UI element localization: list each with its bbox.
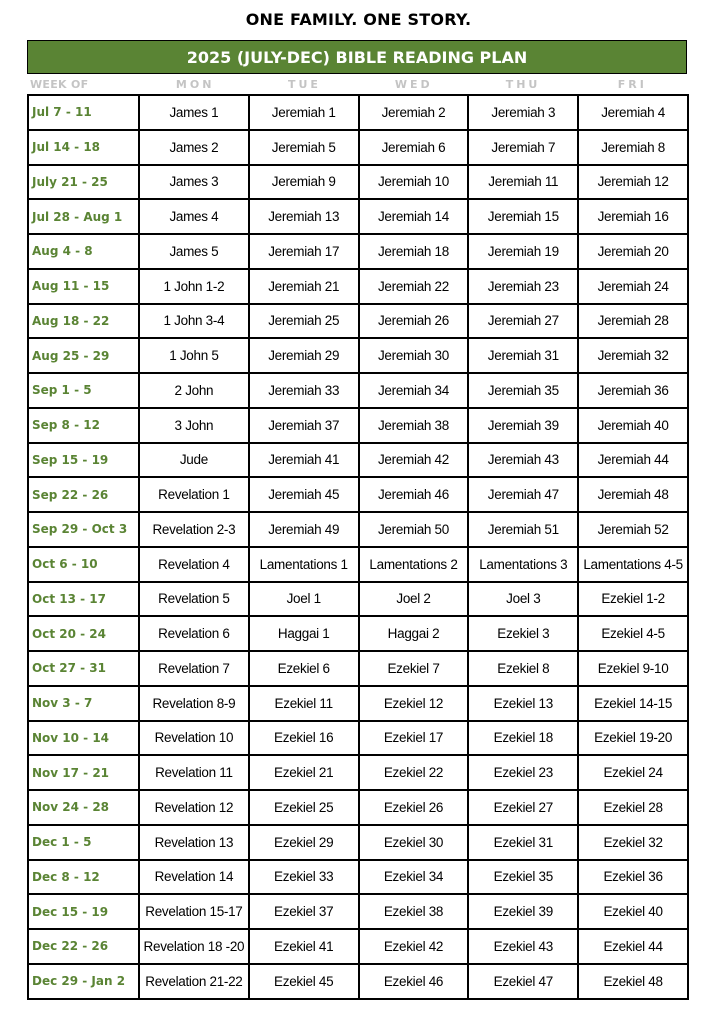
reading-cell-mon: 2 John — [139, 373, 249, 408]
reading-cell-wed: Ezekiel 17 — [359, 721, 469, 756]
reading-cell-tue: Jeremiah 17 — [249, 234, 359, 269]
week-cell: Oct 13 - 17 — [28, 582, 139, 617]
week-cell: Dec 15 - 19 — [28, 894, 139, 929]
reading-cell-mon: James 1 — [139, 95, 249, 130]
reading-cell-thu: Ezekiel 18 — [468, 721, 578, 756]
reading-cell-thu: Jeremiah 19 — [468, 234, 578, 269]
reading-cell-mon: Revelation 11 — [139, 755, 249, 790]
reading-cell-mon: Revelation 1 — [139, 477, 249, 512]
table-row — [28, 373, 688, 408]
table-row — [28, 582, 688, 617]
reading-cell-tue: Jeremiah 13 — [249, 199, 359, 234]
reading-cell-mon: Revelation 7 — [139, 651, 249, 686]
week-cell: Aug 11 - 15 — [28, 269, 139, 304]
reading-cell-wed: Ezekiel 34 — [359, 860, 469, 895]
column-header-wed: WED — [394, 77, 433, 91]
reading-cell-mon: Revelation 12 — [139, 790, 249, 825]
reading-cell-fri: Ezekiel 44 — [578, 929, 688, 964]
week-cell: Sep 8 - 12 — [28, 408, 139, 443]
reading-cell-fri: Jeremiah 32 — [578, 338, 688, 373]
reading-cell-fri: Ezekiel 4-5 — [578, 616, 688, 651]
reading-cell-wed: Jeremiah 6 — [359, 130, 469, 165]
column-header-mon: MON — [175, 77, 215, 91]
reading-cell-fri: Lamentations 4-5 — [578, 547, 688, 582]
table-row — [28, 790, 688, 825]
reading-cell-thu: Ezekiel 31 — [468, 825, 578, 860]
reading-cell-tue: Lamentations 1 — [249, 547, 359, 582]
reading-cell-thu: Ezekiel 43 — [468, 929, 578, 964]
reading-cell-wed: Jeremiah 14 — [359, 199, 469, 234]
week-cell: Dec 1 - 5 — [28, 825, 139, 860]
reading-cell-mon: Revelation 14 — [139, 860, 249, 895]
reading-cell-wed: Ezekiel 26 — [359, 790, 469, 825]
reading-cell-wed: Jeremiah 42 — [359, 443, 469, 478]
reading-cell-thu: Ezekiel 39 — [468, 894, 578, 929]
page-title: ONE FAMILY. ONE STORY. — [245, 10, 472, 29]
reading-cell-tue: Jeremiah 37 — [249, 408, 359, 443]
week-cell: Sep 1 - 5 — [28, 373, 139, 408]
table-row — [28, 616, 688, 651]
reading-cell-tue: Ezekiel 21 — [249, 755, 359, 790]
week-cell: Dec 22 - 26 — [28, 929, 139, 964]
reading-cell-tue: Ezekiel 33 — [249, 860, 359, 895]
reading-cell-fri: Jeremiah 48 — [578, 477, 688, 512]
plan-title-banner: 2025 (JULY-DEC) BIBLE READING PLAN — [27, 40, 687, 74]
reading-cell-fri: Jeremiah 4 — [578, 95, 688, 130]
reading-cell-tue: Ezekiel 25 — [249, 790, 359, 825]
reading-cell-tue: Jeremiah 1 — [249, 95, 359, 130]
reading-cell-wed: Jeremiah 38 — [359, 408, 469, 443]
table-row — [28, 929, 688, 964]
reading-cell-fri: Jeremiah 28 — [578, 304, 688, 339]
reading-cell-thu: Ezekiel 23 — [468, 755, 578, 790]
week-cell: Nov 17 - 21 — [28, 755, 139, 790]
reading-cell-tue: Ezekiel 11 — [249, 686, 359, 721]
table-row — [28, 512, 688, 547]
reading-cell-mon: Jude — [139, 443, 249, 478]
table-row — [28, 269, 688, 304]
reading-cell-tue: Jeremiah 29 — [249, 338, 359, 373]
reading-cell-mon: Revelation 5 — [139, 582, 249, 617]
reading-cell-mon: Revelation 8-9 — [139, 686, 249, 721]
table-row — [28, 95, 688, 130]
reading-plan-table — [27, 94, 689, 1000]
reading-cell-fri: Ezekiel 1-2 — [578, 582, 688, 617]
reading-cell-wed: Jeremiah 10 — [359, 165, 469, 200]
table-row — [28, 860, 688, 895]
table-row — [28, 755, 688, 790]
column-header-thu: THU — [505, 77, 541, 91]
reading-cell-thu: Jeremiah 27 — [468, 304, 578, 339]
reading-cell-tue: Jeremiah 5 — [249, 130, 359, 165]
table-row — [28, 547, 688, 582]
reading-cell-mon: Revelation 2-3 — [139, 512, 249, 547]
table-row — [28, 165, 688, 200]
reading-cell-thu: Jeremiah 7 — [468, 130, 578, 165]
reading-cell-tue: Jeremiah 25 — [249, 304, 359, 339]
week-cell: Dec 29 - Jan 2 — [28, 964, 139, 999]
reading-cell-fri: Ezekiel 28 — [578, 790, 688, 825]
reading-cell-wed: Lamentations 2 — [359, 547, 469, 582]
reading-cell-wed: Jeremiah 46 — [359, 477, 469, 512]
table-row — [28, 651, 688, 686]
table-row — [28, 477, 688, 512]
reading-cell-tue: Ezekiel 29 — [249, 825, 359, 860]
reading-cell-wed: Jeremiah 18 — [359, 234, 469, 269]
reading-cell-thu: Jeremiah 31 — [468, 338, 578, 373]
reading-cell-mon: James 4 — [139, 199, 249, 234]
reading-cell-mon: Revelation 10 — [139, 721, 249, 756]
column-header-row — [27, 74, 687, 94]
reading-cell-wed: Jeremiah 26 — [359, 304, 469, 339]
reading-cell-fri: Ezekiel 32 — [578, 825, 688, 860]
reading-cell-mon: 1 John 3-4 — [139, 304, 249, 339]
week-cell: Oct 20 - 24 — [28, 616, 139, 651]
week-cell: Sep 29 - Oct 3 — [28, 512, 139, 547]
reading-cell-thu: Jeremiah 39 — [468, 408, 578, 443]
reading-cell-mon: 1 John 1-2 — [139, 269, 249, 304]
reading-cell-tue: Jeremiah 33 — [249, 373, 359, 408]
week-cell: Jul 28 - Aug 1 — [28, 199, 139, 234]
reading-cell-thu: Jeremiah 3 — [468, 95, 578, 130]
week-cell: Nov 10 - 14 — [28, 721, 139, 756]
reading-cell-wed: Jeremiah 50 — [359, 512, 469, 547]
reading-cell-thu: Ezekiel 35 — [468, 860, 578, 895]
table-row — [28, 721, 688, 756]
column-header-week: WEEK OF — [30, 77, 89, 91]
reading-cell-wed: Ezekiel 46 — [359, 964, 469, 999]
week-cell: Aug 25 - 29 — [28, 338, 139, 373]
reading-cell-fri: Ezekiel 48 — [578, 964, 688, 999]
reading-cell-fri: Jeremiah 12 — [578, 165, 688, 200]
reading-cell-thu: Ezekiel 3 — [468, 616, 578, 651]
reading-cell-thu: Jeremiah 11 — [468, 165, 578, 200]
reading-cell-fri: Jeremiah 8 — [578, 130, 688, 165]
reading-cell-mon: 3 John — [139, 408, 249, 443]
reading-cell-fri: Ezekiel 9-10 — [578, 651, 688, 686]
reading-cell-tue: Ezekiel 6 — [249, 651, 359, 686]
week-cell: Nov 3 - 7 — [28, 686, 139, 721]
reading-cell-wed: Ezekiel 30 — [359, 825, 469, 860]
reading-cell-wed: Ezekiel 22 — [359, 755, 469, 790]
reading-cell-wed: Jeremiah 2 — [359, 95, 469, 130]
column-header-tue: TUE — [287, 77, 321, 91]
reading-cell-thu: Joel 3 — [468, 582, 578, 617]
reading-cell-tue: Jeremiah 41 — [249, 443, 359, 478]
column-header-fri: FRI — [617, 77, 647, 91]
table-row — [28, 686, 688, 721]
reading-cell-mon: 1 John 5 — [139, 338, 249, 373]
table-row — [28, 894, 688, 929]
reading-cell-wed: Joel 2 — [359, 582, 469, 617]
reading-cell-thu: Ezekiel 27 — [468, 790, 578, 825]
week-cell: Jul 14 - 18 — [28, 130, 139, 165]
table-row — [28, 408, 688, 443]
reading-cell-wed: Jeremiah 30 — [359, 338, 469, 373]
week-cell: Aug 4 - 8 — [28, 234, 139, 269]
reading-cell-thu: Jeremiah 43 — [468, 443, 578, 478]
week-cell: Oct 6 - 10 — [28, 547, 139, 582]
reading-cell-mon: Revelation 4 — [139, 547, 249, 582]
reading-cell-tue: Haggai 1 — [249, 616, 359, 651]
table-row — [28, 825, 688, 860]
reading-cell-wed: Jeremiah 34 — [359, 373, 469, 408]
reading-cell-thu: Lamentations 3 — [468, 547, 578, 582]
reading-cell-fri: Ezekiel 19-20 — [578, 721, 688, 756]
reading-cell-mon: Revelation 13 — [139, 825, 249, 860]
reading-cell-mon: James 3 — [139, 165, 249, 200]
table-row — [28, 443, 688, 478]
table-row — [28, 234, 688, 269]
reading-cell-wed: Haggai 2 — [359, 616, 469, 651]
table-row — [28, 964, 688, 999]
reading-cell-wed: Ezekiel 38 — [359, 894, 469, 929]
reading-cell-thu: Jeremiah 47 — [468, 477, 578, 512]
reading-cell-fri: Ezekiel 24 — [578, 755, 688, 790]
reading-cell-fri: Ezekiel 14-15 — [578, 686, 688, 721]
reading-cell-fri: Jeremiah 36 — [578, 373, 688, 408]
reading-cell-wed: Ezekiel 42 — [359, 929, 469, 964]
reading-cell-tue: Joel 1 — [249, 582, 359, 617]
table-row — [28, 304, 688, 339]
reading-cell-fri: Jeremiah 52 — [578, 512, 688, 547]
reading-cell-mon: Revelation 6 — [139, 616, 249, 651]
reading-cell-tue: Jeremiah 9 — [249, 165, 359, 200]
reading-plan-body — [28, 95, 688, 999]
week-cell: July 21 - 25 — [28, 165, 139, 200]
table-row — [28, 199, 688, 234]
reading-cell-fri: Ezekiel 40 — [578, 894, 688, 929]
reading-cell-tue: Ezekiel 16 — [249, 721, 359, 756]
reading-cell-tue: Jeremiah 49 — [249, 512, 359, 547]
week-cell: Jul 7 - 11 — [28, 95, 139, 130]
reading-cell-tue: Jeremiah 21 — [249, 269, 359, 304]
reading-cell-thu: Jeremiah 23 — [468, 269, 578, 304]
reading-cell-thu: Jeremiah 15 — [468, 199, 578, 234]
table-row — [28, 338, 688, 373]
reading-cell-tue: Jeremiah 45 — [249, 477, 359, 512]
reading-cell-fri: Jeremiah 44 — [578, 443, 688, 478]
reading-cell-mon: Revelation 18 -20 — [139, 929, 249, 964]
week-cell: Oct 27 - 31 — [28, 651, 139, 686]
week-cell: Dec 8 - 12 — [28, 860, 139, 895]
table-row — [28, 130, 688, 165]
reading-cell-wed: Ezekiel 7 — [359, 651, 469, 686]
reading-cell-mon: James 2 — [139, 130, 249, 165]
reading-cell-thu: Ezekiel 13 — [468, 686, 578, 721]
reading-cell-fri: Jeremiah 24 — [578, 269, 688, 304]
reading-cell-fri: Jeremiah 16 — [578, 199, 688, 234]
reading-cell-fri: Jeremiah 20 — [578, 234, 688, 269]
week-cell: Sep 22 - 26 — [28, 477, 139, 512]
reading-cell-fri: Ezekiel 36 — [578, 860, 688, 895]
reading-cell-wed: Ezekiel 12 — [359, 686, 469, 721]
reading-cell-mon: James 5 — [139, 234, 249, 269]
reading-cell-thu: Jeremiah 51 — [468, 512, 578, 547]
reading-cell-wed: Jeremiah 22 — [359, 269, 469, 304]
reading-cell-mon: Revelation 15-17 — [139, 894, 249, 929]
reading-cell-tue: Ezekiel 45 — [249, 964, 359, 999]
reading-cell-thu: Ezekiel 8 — [468, 651, 578, 686]
reading-cell-fri: Jeremiah 40 — [578, 408, 688, 443]
reading-cell-mon: Revelation 21-22 — [139, 964, 249, 999]
reading-cell-thu: Jeremiah 35 — [468, 373, 578, 408]
reading-cell-tue: Ezekiel 37 — [249, 894, 359, 929]
reading-cell-thu: Ezekiel 47 — [468, 964, 578, 999]
week-cell: Sep 15 - 19 — [28, 443, 139, 478]
week-cell: Nov 24 - 28 — [28, 790, 139, 825]
week-cell: Aug 18 - 22 — [28, 304, 139, 339]
reading-cell-tue: Ezekiel 41 — [249, 929, 359, 964]
